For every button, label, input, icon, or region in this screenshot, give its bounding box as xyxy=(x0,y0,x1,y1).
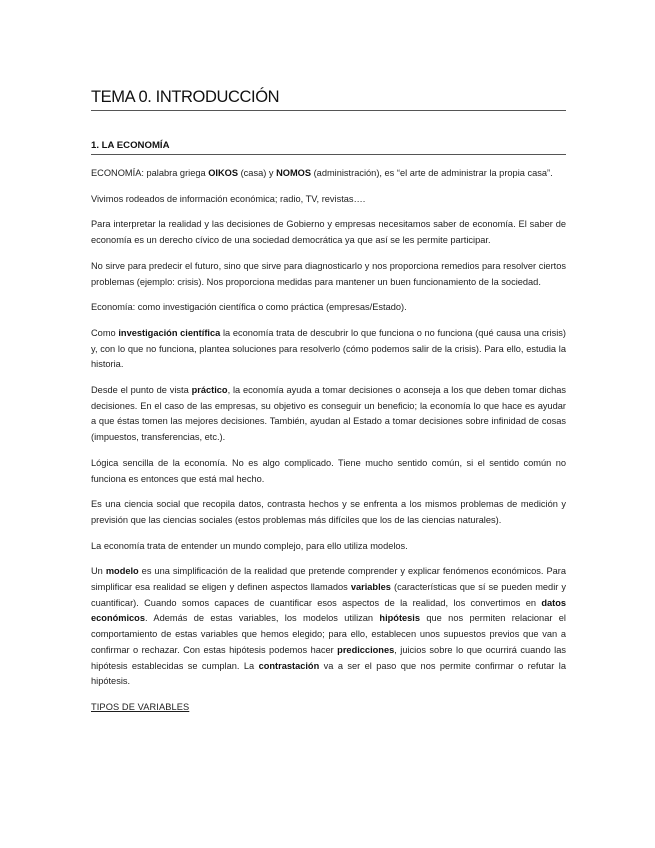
bold-term: predicciones xyxy=(337,644,395,655)
text-run: . Además de estas variables, los modelos utilizan xyxy=(144,613,380,624)
text-run: , la economía ayuda a tomar decisiones o aconseja a los que deben tomar dichas decisiones. En el caso de las empresas, su objetivo es conseguir un beneficio; la economía lo que hace es ayudar a que éstas tomen las mejores decisiones. También, ayudan al Estado a tomar decisiones sobre infinidad de cosas (impuestos, transferencias, etc.). xyxy=(91,385,567,443)
paragraph-logic xyxy=(91,456,566,487)
text-run: No sirve para predecir el futuro, sino que sirve para diagnosticarlo y nos proporciona remedios para resolver ciertos problemas (ejemplo: crisis). Nos proporciona medidas para mantener un buen funcionamiento de la sociedad. xyxy=(91,260,566,287)
text-run: ECONOMÍA: palabra griega xyxy=(91,168,209,178)
text-run: Para interpretar la realidad y las decisiones de Gobierno y empresas necesitamos saber de economía. El saber de economía es un derecho cívico de una sociedad democrática ya que así se les permite participar. xyxy=(91,219,566,246)
paragraph-practical xyxy=(91,383,566,446)
bold-term: investigación científica xyxy=(118,327,221,338)
text-run: la economía trata de descubrir lo que funciona o no funciona (qué causa una crisis) y, con lo que no funciona, plantea soluciones para resolverlo (cómo podemos salir de la crisis). Para ello, estudia la historia. xyxy=(91,327,566,370)
text-run: Como xyxy=(91,327,119,338)
text-run: es una simplificación de la realidad que pretende comprender y explicar fenómenos económicos. Para simplificar esa realidad se eligen y definen aspectos llamados xyxy=(91,566,567,593)
text-run: La economía trata de entender un mundo complejo, para ello utiliza modelos. xyxy=(91,540,408,551)
paragraph-types xyxy=(91,300,566,316)
paragraph-interpretation xyxy=(91,217,566,248)
text-run: (características que sí se pueden medir y cuantificar). Cuando somos capaces de cuantificar esos aspectos de la realidad, los convertimos en xyxy=(91,582,566,608)
paragraph-diagnosis xyxy=(91,259,566,290)
paragraph-scientific xyxy=(91,326,566,373)
bold-term: datos económicos xyxy=(91,597,566,624)
text-run: Un xyxy=(91,566,106,577)
paragraph-media xyxy=(91,192,566,208)
text-run: , juicios sobre lo que ocurrirá cuando las hipótesis establecidas se cumplan. La xyxy=(91,644,567,671)
subheading-label: TIPOS DE VARIABLES xyxy=(91,701,190,712)
text-run: Desde el punto de vista xyxy=(91,385,192,396)
page-title: TEMA 0. INTRODUCCIÓN xyxy=(91,88,566,111)
text-run: Lógica sencilla de la economía. No es algo complicado. Tiene mucho sentido común, si el sentido común no funciona es entonces que está mal hecho. xyxy=(91,457,566,484)
paragraph-etymology xyxy=(91,166,566,182)
bold-term: OIKOS xyxy=(208,168,239,178)
text-run: (casa) y xyxy=(238,168,277,178)
bold-term: contrastación xyxy=(258,660,320,671)
paragraph-social-science xyxy=(91,497,566,528)
bold-term: modelo xyxy=(105,566,139,577)
text-run: Economía: como investigación científica o como práctica (empresas/Estado). xyxy=(91,302,407,313)
bold-term: hipótesis xyxy=(379,613,421,624)
text-run: va a ser el paso que nos permite confirmar o refutar la hipótesis. xyxy=(91,660,566,687)
bold-term: práctico xyxy=(191,385,228,396)
subheading-variable-types xyxy=(91,700,566,716)
text-run: Vivimos rodeados de información económica; radio, TV, revistas…. xyxy=(91,193,366,204)
bold-term: variables xyxy=(350,582,391,593)
text-run: que nos permiten relacionar el comportamiento de estas variables que hemos elegido; para ello, establecen unos supuestos previos que van a confirmar o rechazar. Con estas hipótesis podemos hacer xyxy=(91,613,566,655)
text-run: (administración), es “el arte de administrar la propia casa”. xyxy=(311,168,553,178)
paragraph-model-definition xyxy=(91,564,566,690)
document-body xyxy=(91,166,566,716)
section-heading: 1. LA ECONOMÍA xyxy=(91,140,566,155)
paragraph-models-intro xyxy=(91,539,566,555)
text-run: Es una ciencia social que recopila datos, contrasta hechos y se enfrenta a los mismos problemas de medición y previsión que las ciencias sociales (estos problemas más difíciles que los de las ciencias naturales). xyxy=(91,499,566,525)
bold-term: NOMOS xyxy=(276,168,312,178)
